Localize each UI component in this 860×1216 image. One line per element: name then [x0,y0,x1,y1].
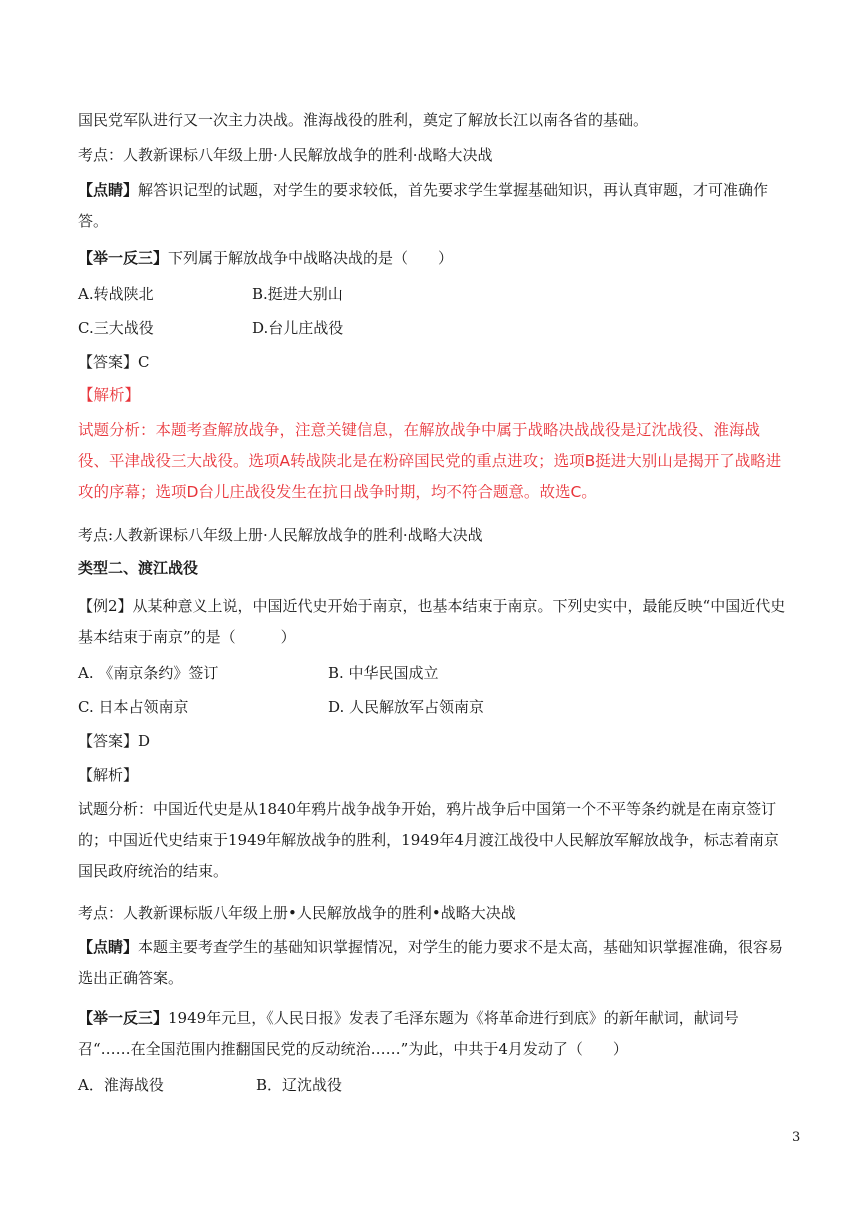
answer-line-2: 【答案】D [78,732,151,750]
option-a: A.转战陕北 [78,285,154,303]
juyifansan-tag: 【举一反三】 [78,249,169,267]
juyifansan-text-2: 1949年元旦，《人民日报》发表了毛泽东题为《将革命进行到底》的新年献词，献词号召“……在全国范围内推翻国民党的反动统治……”为此，中共于4月发动了（ ） [78,1009,739,1058]
option-row-1 [78,284,790,304]
kaodian-line-3: 考点：人教新课标版八年级上册•人民解放战争的胜利•战略大决战 [78,904,516,922]
option-c: C.三大战役 [78,319,154,337]
last-options-row [78,1075,790,1095]
analysis-heading: 【解析】 [78,386,141,404]
section-heading: 类型二、渡江战役 [78,559,199,577]
example-2-option-c: C. 日本占领南京 [78,698,189,716]
option-b: B.挺进大别山 [252,285,343,303]
example-2-option-d: D. 人民解放军占领南京 [328,698,485,716]
juyifansan-paragraph-2 [78,1003,790,1065]
example-2-paragraph: 【例2】从某种意义上说，中国近代史开始于南京，也基本结束于南京。下列史实中，最能反映“中国近代史基本结束于南京”的是（ ） [78,597,786,646]
question-text: 下列属于解放战争中战略决战的是（ ） [168,249,454,267]
example-2-option-b: B. 中华民国成立 [328,664,439,682]
kaodian-line: 考点：人教新课标八年级上册·人民解放战争的胜利·战略大决战 [78,146,493,164]
answer-line: 【答案】C [78,353,150,371]
last-option-a: A．淮海战役 [78,1076,164,1094]
page-number: 3 [792,1130,801,1145]
option-row-2 [78,318,790,338]
dianjing-tag: 【点睛】 [78,181,139,199]
analysis-red-paragraph: 试题分析：本题考查解放战争，注意关键信息，在解放战争中属于战略决战战役是辽沈战役、淮海战役、平津战役三大战役。选项A转战陕北是在粉碎国民党的重点进攻；选项B挺进大别山是揭开了战略进攻的序幕；选项D台儿庄战役发生在抗日战争时期，均不符合题意。故选C。 [78,421,782,501]
question-line [78,248,790,268]
kaodian-line-2: 考点:人教新课标八年级上册·人民解放战争的胜利·战略大决战 [78,526,483,544]
dianjing-paragraph-2 [78,932,790,994]
dianjing-tag-2: 【点睛】 [78,938,139,956]
last-option-b: B．辽沈战役 [256,1076,343,1094]
dianjing-text: 解答识记型的试题，对学生的要求较低，首先要求学生掌握基础知识，再认真审题，才可准确作答。 [78,181,769,230]
analysis-heading-2: 【解析】 [78,766,139,784]
analysis-paragraph-2: 试题分析：中国近代史是从1840年鸦片战争战争开始，鸦片战争后中国第一个不平等条约就是在南京签订的；中国近代史结束于1949年解放战争的胜利，1949年4月渡江战役中人民解放军解放战争，标志着南京国民政府统治的结束。 [78,800,779,880]
text-line: 国民党军队进行又一次主力决战。淮海战役的胜利，奠定了解放长江以南各省的基础。 [78,111,649,129]
example-2-option-a: A. 《南京条约》签订 [78,664,219,682]
option-d: D.台儿庄战役 [252,319,344,337]
example-2-options-row-2 [78,697,790,717]
dianjing-text-2: 本题主要考查学生的基础知识掌握情况，对学生的能力要求不是太高，基础知识掌握准确，很容易选出正确答案。 [78,938,784,987]
example-2-options-row-1 [78,663,790,683]
juyifansan-tag-2: 【举一反三】 [78,1009,169,1027]
dianjing-paragraph [78,175,790,237]
